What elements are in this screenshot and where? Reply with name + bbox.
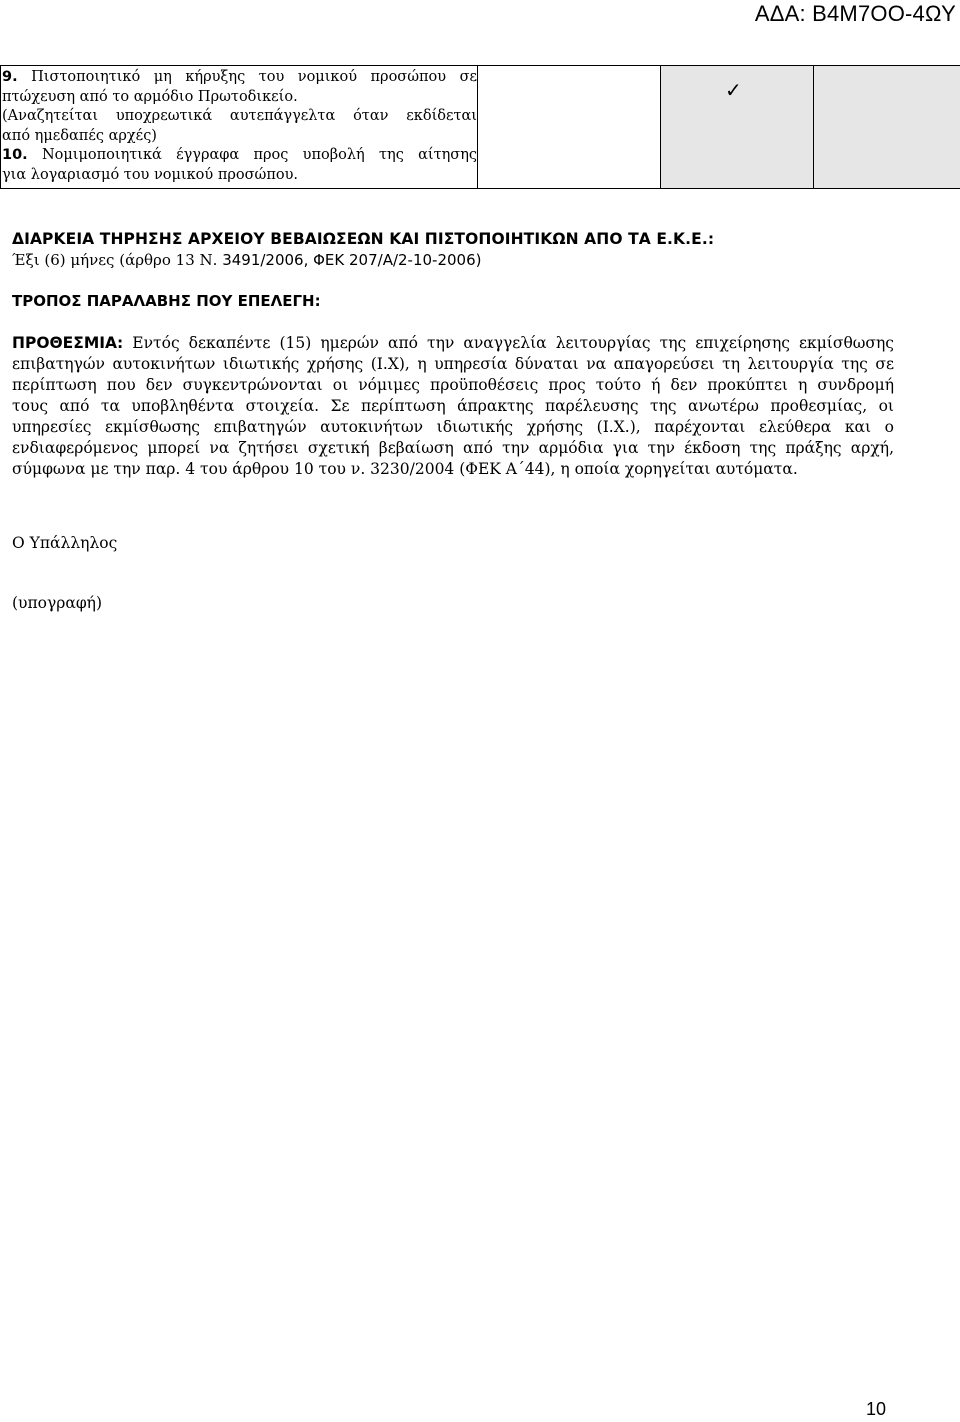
page-number: 10 — [865, 1399, 886, 1419]
document-description-cell — [1, 66, 478, 189]
empty-cell — [478, 66, 661, 189]
shaded-cell — [814, 66, 960, 189]
deadline-line-1: Εντός δεκαπέντε (15) ημερών από την αναγγελία λειτουργίας της επιχείρησης εκμίσθωσης — [123, 334, 894, 352]
item-9-line-1: Πιστοποιητικό μη κήρυξης του νομικού προσώπου σε — [31, 69, 478, 85]
item-9-line-4: από ημεδαπές αρχές) — [2, 127, 157, 144]
item-9-line-3: (Αναζητείται υποχρεωτικά αυτεπάγγελτα όταν εκδίδεται — [2, 108, 477, 124]
retention-period-greek: Έξι (6) μήνες (άρθρο 13 Ν. — [12, 251, 223, 269]
documents-table — [0, 65, 960, 189]
item-9-line-2: πτώχευση από το αρμόδιο Πρωτοδικείο. — [2, 88, 298, 105]
deadline-line-2: επιβατηγών αυτοκινήτων ιδιωτικής χρήσης (Ι.Χ), η υπηρεσία δύναται να απαγορεύσει τη λειτουργία της σε — [12, 355, 894, 373]
item-10-number: 10. — [2, 147, 28, 163]
employee-label: Ο Υπάλληλος — [12, 534, 118, 552]
retention-heading: ΔΙΑΡΚΕΙΑ ΤΗΡΗΣΗΣ ΑΡΧΕΙΟΥ ΒΕΒΑΙΩΣΕΩΝ ΚΑΙ ΠΙΣΤΟΠΟΙΗΤΙΚΩΝ ΑΠΟ ΤΑ Ε.Κ.Ε.: — [12, 230, 715, 248]
deadline-line-6: ενδιαφερόμενος μπορεί να ζητήσει σχετική βεβαίωση από την αρμόδια για την έκδοση της πράξης αρχή, — [12, 439, 894, 457]
signature-label: (υπογραφή) — [12, 594, 103, 612]
deadline-line-5: υπηρεσίες εκμίσθωσης επιβατηγών αυτοκινήτων ιδιωτικής χρήσης (Ι.Χ.), παρέχονται ελεύθερα και ο — [12, 418, 894, 436]
retention-period — [12, 251, 894, 269]
deadline-line-7: σύμφωνα με την παρ. 4 του άρθρου 10 του ν. 3230/2004 (ΦΕΚ Α΄44), η οποία χορηγείται αυτόματα. — [12, 460, 798, 478]
item-10-line-2: για λογαριασμό του νομικού προσώπου. — [2, 166, 299, 183]
receipt-method-label: ΤΡΟΠΟΣ ΠΑΡΑΛΑΒΗΣ ΠΟΥ ΕΠΕΛΕΓΗ: — [12, 292, 321, 310]
ada-code: ΑΔΑ: Β4Μ7ΟΟ-4ΩΥ — [754, 1, 956, 26]
item-10-line-1: Νομιμοποιητικά έγγραφα προς υποβολή της αίτησης — [41, 147, 478, 163]
check-mark-icon: ✓ — [725, 78, 742, 102]
retention-period-reference: 3491/2006, ΦΕΚ 207/Α/2-10-2006) — [222, 251, 482, 269]
deadline-line-3: περίπτωση που δεν συγκεντρώνονται οι νόμιμες προϋποθέσεις προς τούτο ή δεν προκύπτει η συνδρομή — [12, 376, 894, 394]
deadline-label: ΠΡΟΘΕΣΜΙΑ: — [12, 334, 124, 352]
deadline-paragraph — [12, 333, 894, 480]
table-row — [1, 66, 960, 189]
deadline-line-4: τους από τα υποβληθέντα στοιχεία. Σε περίπτωση άπρακτης παρέλευσης της ανωτέρω προθεσμίας, οι — [12, 397, 894, 415]
item-9-number: 9. — [2, 69, 18, 85]
